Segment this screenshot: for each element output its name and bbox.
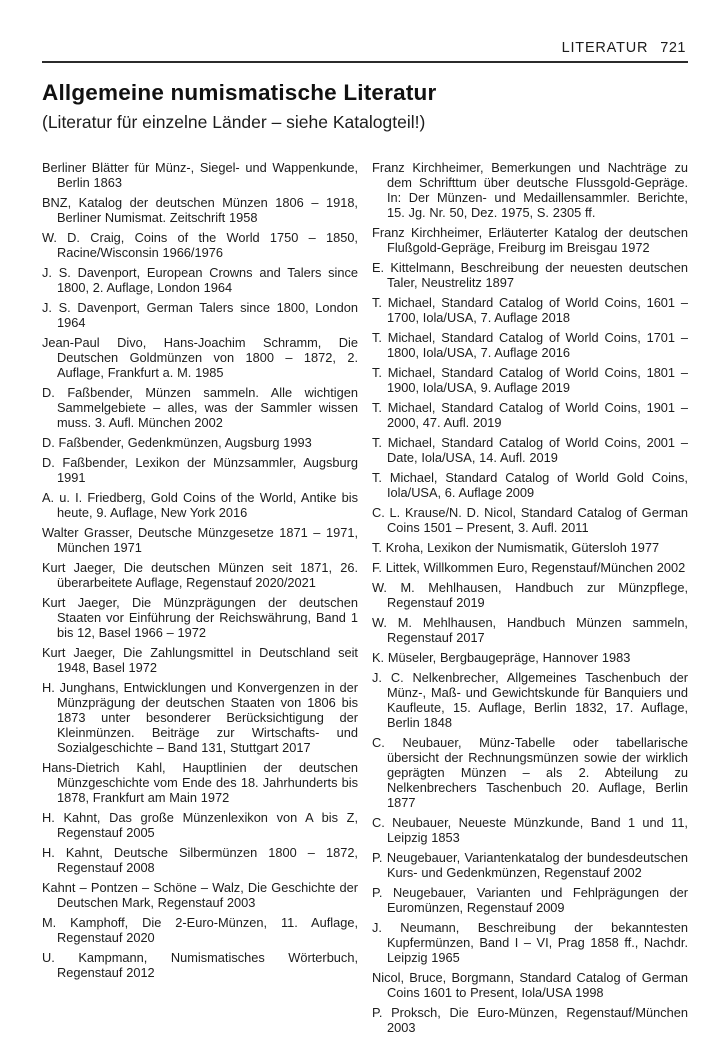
bibliography-entry: D. Faßbender, Gedenkmünzen, Augsburg 1993 bbox=[42, 435, 312, 450]
bibliography-entry: T. Michael, Standard Catalog of World Coins, 1801 – 1900, Iola/USA, 9. Auflage 2019 bbox=[372, 365, 688, 395]
bibliography-entry: BNZ, Katalog der deutschen Münzen 1806 – 1918, Berliner Numismat. Zeitschrift 1958 bbox=[42, 195, 358, 225]
page-subtitle: (Literatur für einzelne Länder – siehe Katalogteil!) bbox=[42, 112, 426, 132]
bibliography-entry: K. Müseler, Bergbaugepräge, Hannover 1983 bbox=[372, 650, 631, 665]
page-number: 721 bbox=[660, 40, 686, 56]
bibliography-entry: U. Kampmann, Numismatisches Wörterbuch, Regenstauf 2012 bbox=[42, 950, 358, 980]
bibliography-entry: W. M. Mehlhausen, Handbuch zur Münzpflege, Regenstauf 2019 bbox=[372, 580, 688, 610]
bibliography-entry: Walter Grasser, Deutsche Münzgesetze 1871 – 1971, München 1971 bbox=[42, 525, 358, 555]
bibliography-entry: F. Littek, Willkommen Euro, Regenstauf/München 2002 bbox=[372, 560, 686, 575]
running-title: LITERATUR bbox=[561, 40, 649, 56]
bibliography-entry: Kurt Jaeger, Die deutschen Münzen seit 1871, 26. überarbeitete Auflage, Regenstauf 2020/2021 bbox=[42, 560, 358, 590]
bibliography-entry: C. L. Krause/N. D. Nicol, Standard Catalog of German Coins 1501 – Present, 3. Aufl. 2011 bbox=[372, 505, 688, 535]
bibliography-entry: T. Michael, Standard Catalog of World Coins, 2001 – Date, Iola/USA, 14. Aufl. 2019 bbox=[372, 435, 688, 465]
bibliography-column-right bbox=[372, 160, 688, 1040]
bibliography-entry: Nicol, Bruce, Borgmann, Standard Catalog of German Coins 1601 to Present, Iola/USA 1998 bbox=[372, 970, 688, 1000]
bibliography-entry: Berliner Blätter für Münz-, Siegel- und Wappenkunde, Berlin 1863 bbox=[42, 160, 358, 190]
bibliography-entry: Franz Kirchheimer, Erläuterter Katalog der deutschen Flußgold-Gepräge, Freiburg im Breisgau 1972 bbox=[372, 225, 688, 255]
bibliography-entry: Hans-Dietrich Kahl, Hauptlinien der deutschen Münzgeschichte vom Ende des 18. Jahrhunderts bis 1878, Frankfurt am Main 1972 bbox=[42, 760, 358, 805]
bibliography-entry: T. Michael, Standard Catalog of World Coins, 1701 – 1800, Iola/USA, 7. Auflage 2016 bbox=[372, 330, 688, 360]
bibliography-entry: Jean-Paul Divo, Hans-Joachim Schramm, Die Deutschen Goldmünzen von 1800 – 1872, 2. Auflage, Frankfurt a. M. 1985 bbox=[42, 335, 358, 380]
bibliography-entry: C. Neubauer, Münz-Tabelle oder tabellarische übersicht der Rechnungsmünzen sowie der wirklich geprägten Münzen – als 2. Abteilung zu Nelkenbrechers Taschenbuch 20. Auflage, Berlin 1877 bbox=[372, 735, 688, 810]
page-title: Allgemeine numismatische Literatur bbox=[42, 80, 437, 105]
bibliography-entry: J. S. Davenport, European Crowns and Talers since 1800, 2. Auflage, London 1964 bbox=[42, 265, 358, 295]
bibliography-entry: P. Neugebauer, Variantenkatalog der bundesdeutschen Kurs- und Gedenkmünzen, Regenstauf 2002 bbox=[372, 850, 688, 880]
bibliography-entry: J. S. Davenport, German Talers since 1800, London 1964 bbox=[42, 300, 358, 330]
bibliography-entry: H. Junghans, Entwicklungen und Konvergenzen in der Münzprägung der deutschen Staaten von 1806 bis 1873 unter besonderer Berücksichtigung der Kleinmünzen. Beiträge zur Wirtschafts- und Sozialgeschichte – Band 131, Stuttgart 2017 bbox=[42, 680, 358, 755]
bibliography-entry: H. Kahnt, Das große Münzenlexikon von A bis Z, Regenstauf 2005 bbox=[42, 810, 358, 840]
bibliography-column-left bbox=[42, 160, 358, 1040]
bibliography-entry: J. C. Nelkenbrecher, Allgemeines Taschenbuch der Münz-, Maß- und Gewichtskunde für Banquiers und Kaufleute, 15. Auflage, Berlin 1832, 17. Auflage, Berlin 1848 bbox=[372, 670, 688, 730]
bibliography-entry: Kurt Jaeger, Die Zahlungsmittel in Deutschland seit 1948, Basel 1972 bbox=[42, 645, 358, 675]
bibliography-entry: W. M. Mehlhausen, Handbuch Münzen sammeln, Regenstauf 2017 bbox=[372, 615, 688, 645]
bibliography-entry: M. Kamphoff, Die 2-Euro-Münzen, 11. Auflage, Regenstauf 2020 bbox=[42, 915, 358, 945]
bibliography-entry: C. Neubauer, Neueste Münzkunde, Band 1 und 11, Leipzig 1853 bbox=[372, 815, 688, 845]
bibliography-entry: D. Faßbender, Münzen sammeln. Alle wichtigen Sammelgebiete – alles, was der Sammler wissen muss. 3. Aufl. München 2002 bbox=[42, 385, 358, 430]
bibliography bbox=[42, 160, 688, 1040]
bibliography-entry: Kahnt – Pontzen – Schöne – Walz, Die Geschichte der Deutschen Mark, Regenstauf 2003 bbox=[42, 880, 358, 910]
bibliography-entry: Kurt Jaeger, Die Münzprägungen der deutschen Staaten vor Einführung der Reichswährung, Band 1 bis 12, Basel 1966 – 1972 bbox=[42, 595, 358, 640]
running-head bbox=[42, 40, 688, 56]
bibliography-entry: P. Neugebauer, Varianten und Fehlprägungen der Euromünzen, Regenstauf 2009 bbox=[372, 885, 688, 915]
bibliography-entry: T. Kroha, Lexikon der Numismatik, Gütersloh 1977 bbox=[372, 540, 660, 555]
bibliography-entry: H. Kahnt, Deutsche Silbermünzen 1800 – 1872, Regenstauf 2008 bbox=[42, 845, 358, 875]
bibliography-entry: E. Kittelmann, Beschreibung der neuesten deutschen Taler, Neustrelitz 1897 bbox=[372, 260, 688, 290]
bibliography-entry: D. Faßbender, Lexikon der Münzsammler, Augsburg 1991 bbox=[42, 455, 358, 485]
bibliography-entry: T. Michael, Standard Catalog of World Coins, 1601 – 1700, Iola/USA, 7. Auflage 2018 bbox=[372, 295, 688, 325]
bibliography-entry: T. Michael, Standard Catalog of World Gold Coins, Iola/USA, 6. Auflage 2009 bbox=[372, 470, 688, 500]
bibliography-entry: A. u. I. Friedberg, Gold Coins of the World, Antike bis heute, 9. Auflage, New York 2016 bbox=[42, 490, 358, 520]
bibliography-entry: J. Neumann, Beschreibung der bekanntesten Kupfermünzen, Band I – VI, Prag 1858 ff., Nachdr. Leipzig 1965 bbox=[372, 920, 688, 965]
bibliography-entry: W. D. Craig, Coins of the World 1750 – 1850, Racine/Wisconsin 1966/1976 bbox=[42, 230, 358, 260]
bibliography-entry: T. Michael, Standard Catalog of World Coins, 1901 – 2000, 47. Aufl. 2019 bbox=[372, 400, 688, 430]
header-rule bbox=[42, 61, 688, 63]
bibliography-entry: Franz Kirchheimer, Bemerkungen und Nachträge zu dem Schrifttum über deutsche Flussgold-Gepräge. In: Der Münzen- und Medaillensammler. Berichte, 15. Jg. Nr. 50, Dez. 1975, S. 2305 ff. bbox=[372, 160, 688, 220]
bibliography-entry: P. Proksch, Die Euro-Münzen, Regenstauf/München 2003 bbox=[372, 1005, 688, 1035]
